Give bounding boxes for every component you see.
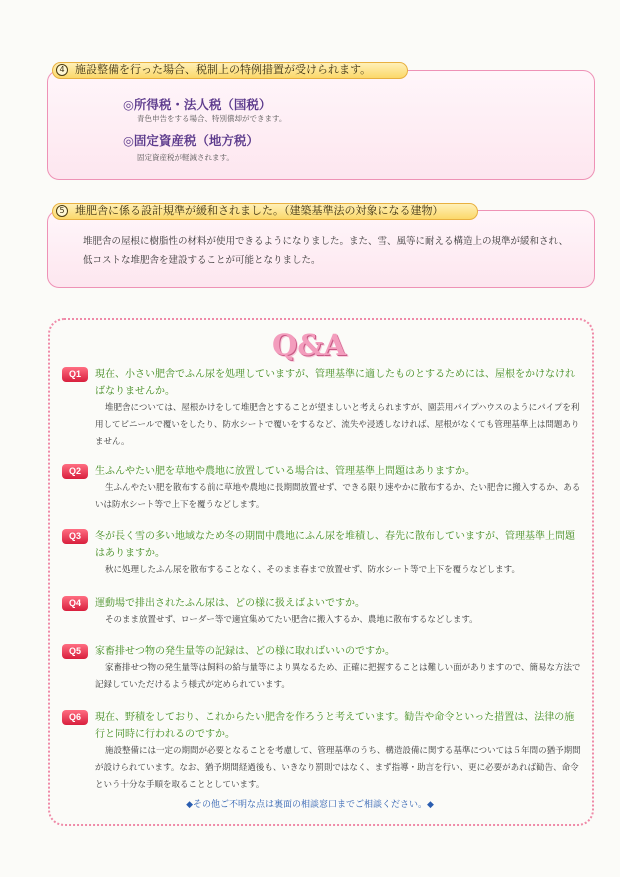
q2-badge: Q2 — [62, 464, 88, 479]
q5-question: 家畜排せつ物の発生量等の記録は、どの様に取ればいいのですか。 — [95, 646, 395, 657]
q2-answer-text: 生ふんやたい肥を散布する前に草地や農地に長期間放置せず、できる限り速やかに散布するか、たい肥舎に搬入するか、あるいは防水シート等で上下を覆うなどします。 — [95, 483, 581, 510]
q5-answer-text: 家畜排せつ物の発生量等は飼料の給与量等により異なるため、正確に把握することは難しい面がありますので、簡易な方法で記録していただけるよう様式が定められています。 — [95, 663, 581, 690]
property-tax-desc: 固定資産税が軽減されます。 — [137, 153, 234, 162]
income-tax-desc: 青色申告をする場合、特別償却ができます。 — [137, 114, 287, 123]
q3-answer-text: 秋に処理したふん尿を散布することなく、そのまま春まで放置せず、防水シート等で上下を覆うなどします。 — [105, 565, 520, 575]
q6-badge: Q6 — [62, 710, 88, 725]
q1-question: 現在、小さい肥舎でふん尿を処理していますが、管理基準に適したものとするためには、屋根をかけなければなりませんか。 — [95, 369, 575, 397]
section5-header-text: 堆肥舎に係る設計規準が緩和されました。（建築基準法の対象になる建物） — [75, 204, 444, 217]
section5-number: 5 — [56, 205, 68, 217]
property-tax-title: ◎固定資産税（地方税） — [123, 133, 259, 148]
q2-answer — [95, 480, 581, 514]
q3-answer — [95, 562, 581, 579]
section5-header — [52, 203, 478, 220]
section4-header-text: 施設整備を行った場合、税制上の特例措置が受けられます。 — [75, 63, 372, 76]
q4-answer-text: そのまま放置せず、ローダー等で適宜集めてたい肥舎に搬入するか、農地に散布するなどします。 — [105, 615, 478, 625]
q6-question: 現在、野積をしており、これからたい肥舎を作ろうと考えています。勧告や命令といった措置は、法律の施行と同時に行われるのですか。 — [95, 712, 575, 740]
q6-answer-text: 施設整備には一定の期間が必要となることを考慮して、管理基準のうち、構造設備に関する基準については５年間の猶予期間が設けられています。なお、猶予期間経過後も、いきなり罰則ではなく、まず指導・助言を行い、更に必要があれば勧告、命令という十分な手順を取ることとしています。 — [95, 746, 581, 790]
income-tax-title: ◎所得税・法人税（国税） — [123, 97, 272, 112]
section5-body: 堆肥舎の屋根に樹脂性の材料が使用できるようになりました。また、雪、風等に耐える構造上の規準が緩和され、低コストな堆肥舎を建設することが可能となりました。 — [83, 236, 569, 266]
q4-question: 運動場で排出されたふん尿は、どの様に扱えばよいですか。 — [95, 598, 365, 609]
section4-number: 4 — [56, 64, 68, 76]
q2-question: 生ふんやたい肥を草地や農地に放置している場合は、管理基準上問題はありますか。 — [95, 466, 475, 477]
q1-answer — [95, 400, 581, 451]
q4-badge: Q4 — [62, 596, 88, 611]
q6-answer — [95, 743, 581, 794]
section4-header — [52, 62, 408, 79]
q1-badge: Q1 — [62, 367, 88, 382]
q1-answer-text: 堆肥舎については、屋根かけをして堆肥舎とすることが望ましいと考えられますが、園芸用パイプハウスのようにパイプを利用してビニールで覆いをしたり、防水シートで覆いをするなど、流失や浸透しなければ、屋根がなくても管理基準上は問題ありません。 — [95, 403, 580, 447]
consultation-note: ◆その他ご不明な点は裏面の相談窓口までご相談ください。◆ — [186, 800, 434, 810]
q4-answer — [95, 612, 581, 629]
q3-question: 冬が長く雪の多い地域なため冬の期間中農地にふん尿を堆積し、春先に散布していますが、管理基準上問題はありますか。 — [95, 531, 575, 559]
qa-title: Q&A — [272, 328, 346, 362]
q3-badge: Q3 — [62, 529, 88, 544]
q5-answer — [95, 660, 581, 694]
q5-badge: Q5 — [62, 644, 88, 659]
section4-box — [47, 70, 595, 180]
